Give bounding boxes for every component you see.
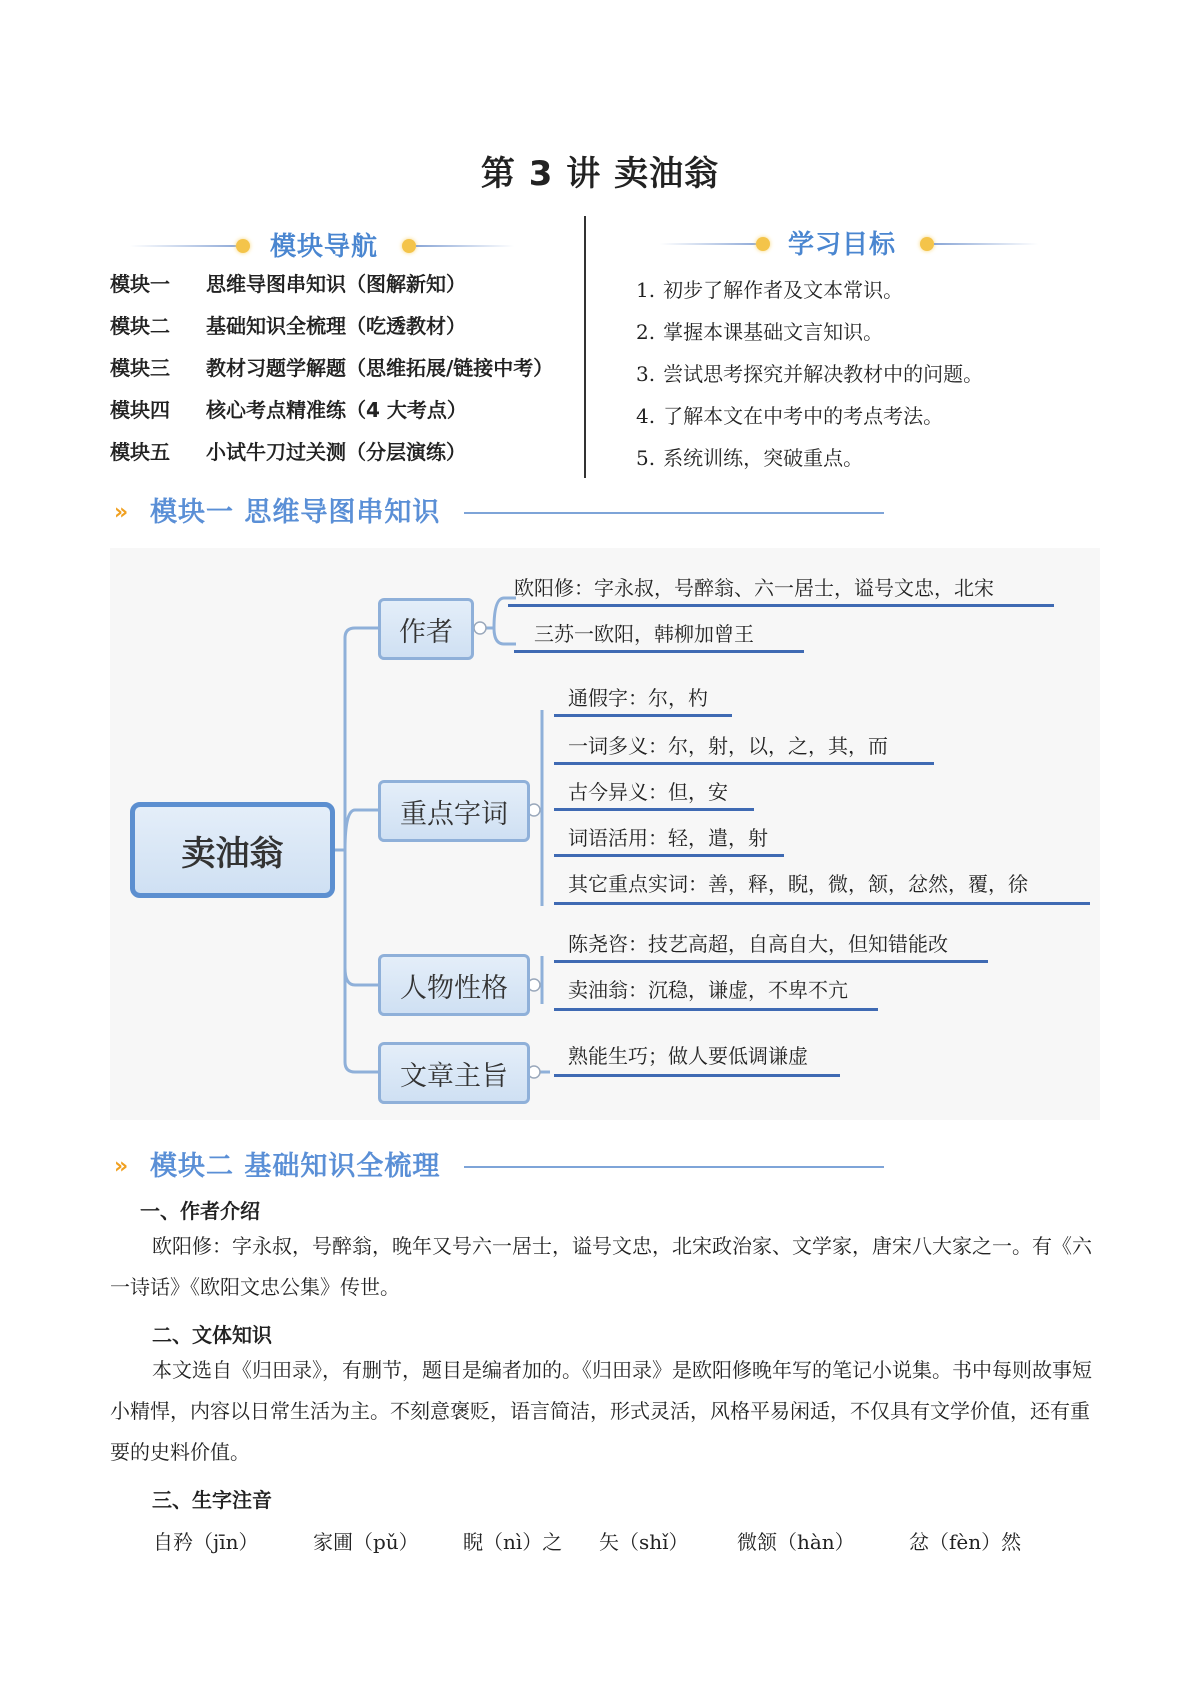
column-divider: [584, 216, 586, 478]
nav-item[interactable]: 模块三 教材习题学解题（思维拓展/链接中考）: [110, 356, 554, 380]
goal-item: 4. 了解本文在中考中的考点考法。: [636, 404, 944, 428]
section-heading: 一、作者介绍: [140, 1199, 260, 1223]
nav-heading: 模块导航: [270, 232, 379, 262]
leaf-theme: 熟能生巧；做人要低调谦虚: [568, 1044, 808, 1068]
page-title: 第 3 讲 卖油翁: [480, 154, 720, 194]
pinyin-item: 矢（shǐ）: [599, 1530, 689, 1554]
module1-banner: [114, 490, 884, 530]
pinyin-item: 自矜（jīn）: [153, 1530, 259, 1554]
mind-map-root: 卖油翁: [130, 802, 335, 898]
nav-header: [130, 226, 510, 266]
dot-icon: [756, 237, 770, 251]
leaf-author-1: 欧阳修：字永叔，号醉翁、六一居士，谥号文忠，北宋: [514, 576, 994, 600]
pinyin-item: 家圃（pǔ）: [313, 1530, 419, 1554]
leaf-keyword: 通假字：尔，杓: [568, 686, 708, 710]
learning-goals-list: [636, 274, 983, 484]
goal-item: 2. 掌握本课基础文言知识。: [636, 320, 884, 344]
branch-theme: 文章主旨: [378, 1042, 530, 1104]
leaf-keyword: 其它重点实词：善，释，睨，微，颔，忿然，覆，徐: [568, 872, 1028, 896]
module2-title: 模块二 基础知识全梳理: [150, 1151, 441, 1182]
leaf-author-2: 三苏一欧阳，韩柳加曾王: [534, 622, 754, 646]
leaf-keyword: 一词多义：尔，射，以，之，其，而: [568, 734, 888, 758]
leaf-keyword: 词语活用：轻，遣，射: [568, 826, 768, 850]
dot-icon: [402, 239, 416, 253]
branch-character: 人物性格: [378, 954, 530, 1016]
goals-heading: 学习目标: [788, 230, 897, 260]
goal-item: 5. 系统训练，突破重点。: [636, 446, 864, 470]
module2-banner: [114, 1144, 884, 1184]
leaf-character: 陈尧咨：技艺高超，自高自大，但知错能改: [568, 932, 948, 956]
module-nav-list: [110, 268, 553, 478]
goal-item: 1. 初步了解作者及文本常识。: [636, 278, 904, 302]
dot-icon: [920, 237, 934, 251]
nav-item[interactable]: 模块二 基础知识全梳理（吃透教材）: [110, 314, 466, 338]
section-heading: 二、文体知识: [152, 1323, 272, 1347]
section-body: 欧阳修：字永叔，号醉翁，晚年又号六一居士，谥号文忠，北宋政治家、文学家，唐宋八大家之一。有《六一诗话》《欧阳文忠公集》传世。: [110, 1234, 1092, 1299]
leaf-character: 卖油翁：沉稳，谦虚，不卑不亢: [568, 978, 848, 1002]
section-heading: 三、生字注音: [152, 1488, 272, 1512]
nav-item[interactable]: 模块五 小试牛刀过关测（分层演练）: [110, 440, 466, 464]
mind-map: [110, 548, 1100, 1120]
double-chevron-icon: »: [114, 1154, 129, 1179]
module1-title: 模块一 思维导图串知识: [150, 497, 441, 528]
nav-item[interactable]: 模块一 思维导图串知识（图解新知）: [110, 272, 466, 296]
nav-item[interactable]: 模块四 核心考点精准练（4 大考点）: [110, 398, 467, 422]
section-body: 本文选自《归田录》，有删节，题目是编者加的。《归田录》是欧阳修晚年写的笔记小说集。书中每则故事短小精悍，内容以日常生活为主。不刻意褒贬，语言简洁，形式灵活，风格平易闲适，不仅具有文学价值，还有重要的史料价值。: [110, 1358, 1092, 1464]
dot-icon: [236, 239, 250, 253]
pinyin-item: 忿（fèn）然: [909, 1530, 1022, 1554]
pinyin-item: 睨（nì）之: [463, 1530, 563, 1554]
double-chevron-icon: »: [114, 500, 129, 525]
branch-keywords: 重点字词: [378, 780, 530, 842]
leaf-keyword: 古今异义：但，安: [568, 780, 728, 804]
goals-header: [660, 224, 1040, 264]
branch-author: 作者: [378, 598, 474, 660]
goal-item: 3. 尝试思考探究并解决教材中的问题。: [636, 362, 984, 386]
pinyin-item: 微颔（hàn）: [737, 1530, 855, 1554]
